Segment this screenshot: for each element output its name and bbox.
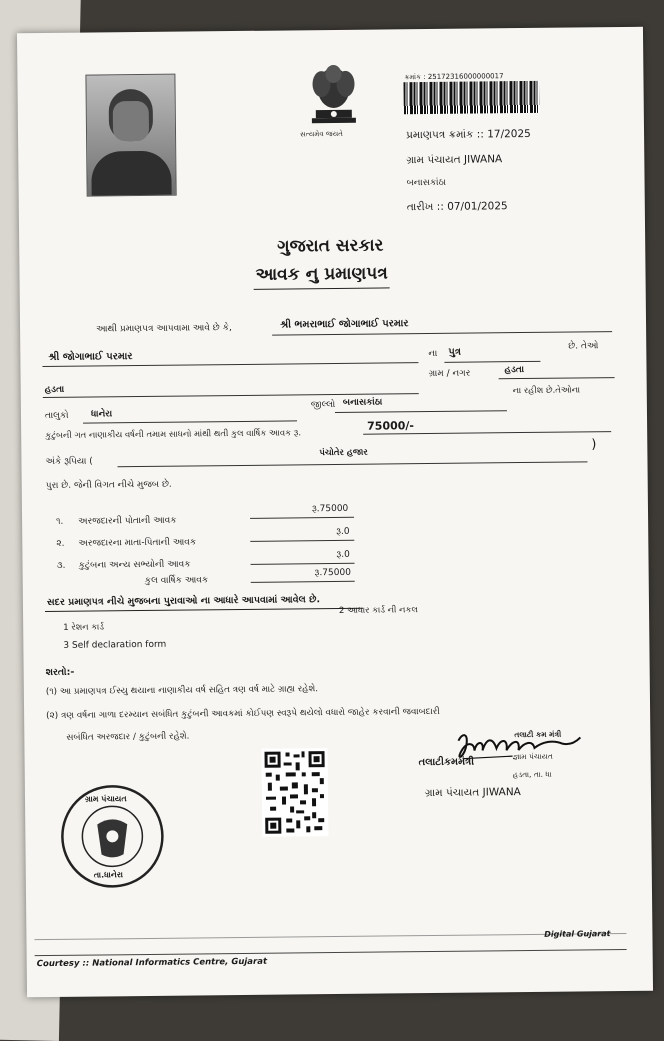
footer-divider xyxy=(35,949,627,956)
evidence-item-3: 3 Self declaration form xyxy=(63,639,167,651)
village-label: ગ્રામ / નગર xyxy=(428,368,471,380)
income-certificate xyxy=(17,27,653,998)
district-header: બનાસકાંઠા xyxy=(406,177,447,189)
govt-title: ગુજરાત સરકાર xyxy=(277,235,384,257)
national-emblem-icon xyxy=(307,58,360,129)
details-label: પુરા છે. જેની વિગત નીચે મુજબ છે. xyxy=(45,479,172,492)
breakdown-label-2: અરજદારના માતા-પિતાની આવક xyxy=(78,537,197,549)
income-value: 75000/- xyxy=(367,419,415,433)
intro-label: આથી પ્રમાણપત્ર આપવામા આવે છે કે, xyxy=(96,323,232,335)
footer-divider-top xyxy=(34,933,626,940)
barcode-number: ક્રમાંક : 25172316000000017 xyxy=(404,72,504,82)
seal-bottom-text: તા.ધાનેરા xyxy=(93,870,123,880)
relation: પુત્ર xyxy=(448,346,462,358)
breakdown-no-2: ૨. xyxy=(56,538,65,549)
footer-courtesy: Courtesy :: National Informatics Centre, Gujarat xyxy=(36,956,268,970)
stamp-top-text: તલાટી કમ મંત્રી xyxy=(514,729,562,740)
barcode xyxy=(404,81,540,114)
breakdown-amount-1: રૂ.75000 xyxy=(311,503,349,515)
qr-code-icon xyxy=(261,748,328,837)
applicant-photo xyxy=(85,74,176,197)
village-name: હડતા xyxy=(44,384,65,396)
breakdown-amount-2: રૂ.0 xyxy=(336,526,350,537)
footer-brand: Digital Gujarat xyxy=(544,929,611,939)
emblem-caption: સત્યમેવ જયતે xyxy=(300,129,343,139)
evidence-item-1: 1 રેશન કાર્ડ xyxy=(63,622,105,633)
signatory-designation: તલાટીકમમંત્રી xyxy=(418,756,475,769)
certificate-number: પ્રમાણપત્ર ક્રમાંક :: 17/2025 xyxy=(405,127,531,142)
applicant-name: શ્રી ભમરાભાઈ જોગાભાઈ પરમાર xyxy=(279,318,409,331)
breakdown-no-1: ૧. xyxy=(56,516,64,527)
close-paren: ) xyxy=(591,437,597,453)
resident-label: ના રહીશ છે.તેઓના xyxy=(512,385,581,397)
district: બનાસકાંઠા xyxy=(342,397,383,408)
breakdown-label-3: કુટુંબના અન્ય સભ્યોની આવક xyxy=(78,559,191,571)
taluka-label: તાલુકો xyxy=(44,410,69,422)
words-label: અંકે રૂપિયા ( xyxy=(45,456,93,468)
signatory-gram-panchayat: ગ્રામ પંચાયત JIWANA xyxy=(424,786,521,800)
total-label: કુલ વાર્ષિક આવક xyxy=(144,575,209,586)
evidence-item-2: 2 આધાર કાર્ડ ની નકલ xyxy=(338,605,418,616)
village-repeat: હડતા xyxy=(504,365,525,376)
breakdown-no-3: ૩. xyxy=(56,560,66,571)
total-amount: રૂ.75000 xyxy=(314,567,351,579)
condition-3: સબંધિત અરજદાર / કુટુંબની રહેશે. xyxy=(66,731,190,743)
title-underline xyxy=(254,287,390,289)
condition-1: (૧) આ પ્રમાણપત્ર ઈસ્યુ થયાના નાણાકીય વર્ષ સહિત ત્રણ વર્ષ માટે ગ્રાહ્ય રહેશે. xyxy=(45,684,319,698)
condition-2: (૨) ત્રણ વર્ષના ગાળા દરમ્યાન સબંધિત કુટુંબની આવકમાં કોઈપણ સ્વરૂપે થયેલો વધારો જાહેર કરવાની જવાબદારી xyxy=(46,706,440,722)
stamp-place-text: હડતા, તા. ધા xyxy=(512,769,552,780)
district-label: જીલ્લો xyxy=(310,399,336,411)
conditions-heading: શરતો:- xyxy=(45,666,75,679)
taluka: ધાનેરા xyxy=(90,409,113,420)
evidence-heading: સદર પ્રમાણપત્ર નીચે મુજબના પુરાવાઓ ના આધારે આપવામાં આવેલ છે. xyxy=(46,594,321,609)
issue-date: તારીખ :: 07/01/2025 xyxy=(406,200,508,214)
gram-panchayat-header: ગ્રામ પંચાયત JIWANA xyxy=(406,153,503,167)
relation-label: ના xyxy=(428,348,438,360)
they-label: છે. તેઓ xyxy=(568,341,599,352)
income-in-words: પંચોતેર હજાર xyxy=(319,447,368,459)
breakdown-amount-3: રૂ.0 xyxy=(336,549,350,560)
stamp-small-text: જ્ઞામ પંચાયત xyxy=(512,751,553,762)
breakdown-label-1: અરજદારની પોતાની આવક xyxy=(78,515,177,527)
income-label: કુટુંબની ગત નાણાકીય વર્ષની તમામ સાધનો માંથી થતી કુલ વાર્ષિક આવક રૂ. xyxy=(45,428,302,442)
certificate-title: આવક નુ પ્રમાણપત્ર xyxy=(255,263,388,285)
father-name: શ્રી જોગાભાઈ પરમાર xyxy=(48,351,133,363)
seal-top-text: ગ્રામ પંચાયત xyxy=(84,794,127,804)
